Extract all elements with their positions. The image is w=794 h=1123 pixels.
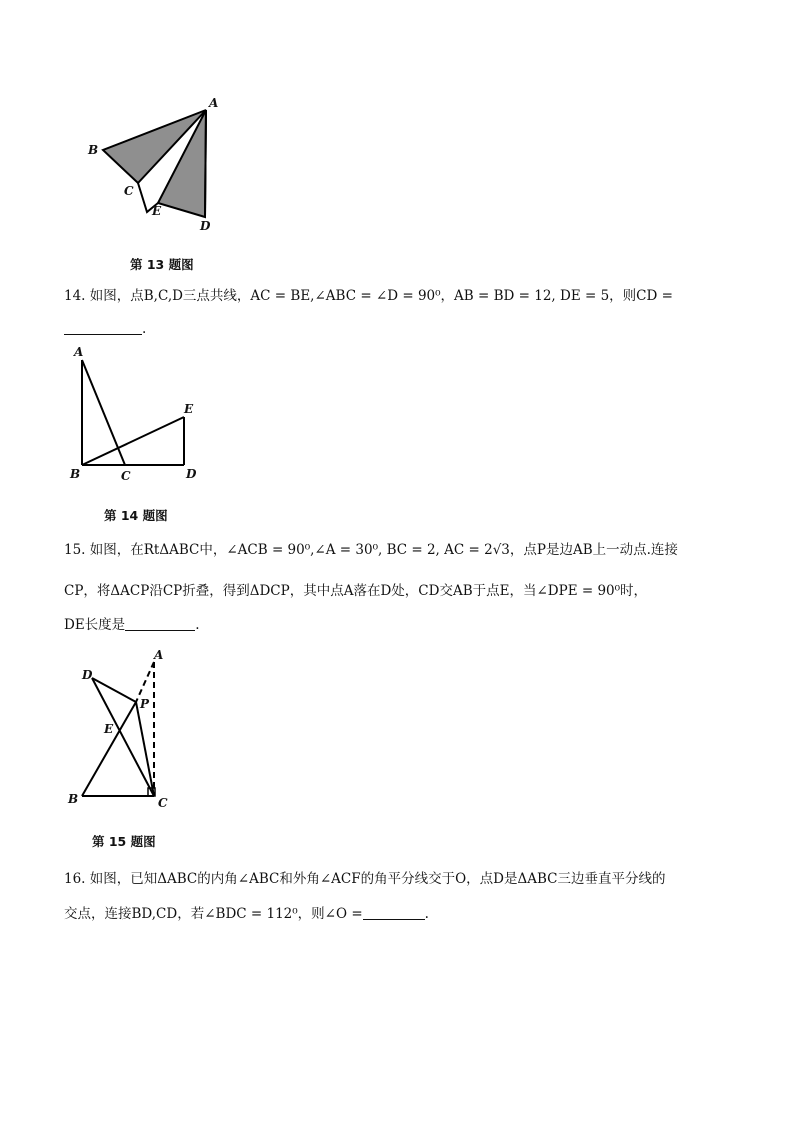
fig15-label-e: E: [104, 722, 114, 736]
fig13-label-d: D: [200, 219, 211, 233]
q15-line3-text: DE长度是: [64, 617, 126, 633]
q16-period: .: [424, 906, 429, 922]
fig15-label-c: C: [158, 796, 168, 810]
q14-text-line1: 14. 如图，点B,C,D三点共线，AC = BE,∠ABC = ∠D = 90⁰，AB = BD = 12, DE = 5，则CD =: [64, 288, 673, 304]
segment-pc: [136, 702, 154, 796]
q15-text-line1: 15. 如图，在RtΔABC中，∠ACB = 90⁰,∠A = 30⁰, BC = 2, AC = 2√3，点P是边AB上一动点.连接: [64, 542, 678, 558]
figure-15-caption: 第 15 题图: [92, 834, 156, 849]
fig14-label-b: B: [70, 467, 81, 481]
fig15-label-a: A: [154, 648, 164, 662]
q16-text-line1: 16. 如图，已知ΔABC的内角∠ABC和外角∠ACF的角平分线交于O，点D是ΔABC三边垂直平分线的: [64, 871, 666, 887]
fig13-label-b: B: [88, 143, 99, 157]
q16-answer-line: [64, 903, 429, 925]
q16-line2-text: 交点，连接BD,CD，若∠BDC = 112⁰，则∠O =: [64, 906, 363, 922]
q16-answer-blank[interactable]: [363, 905, 425, 920]
q14-period: .: [142, 321, 147, 337]
segment-ap-dashed: [136, 662, 154, 702]
fig14-label-e: E: [184, 402, 194, 416]
figure-13-caption: 第 13 题图: [130, 257, 194, 272]
fig13-label-a: A: [209, 96, 219, 110]
fig14-label-d: D: [186, 467, 197, 481]
fig13-label-c: C: [124, 184, 134, 198]
figure-14-caption: 第 14 题图: [104, 508, 168, 523]
q15-text-line2: CP，将ΔACP沿CP折叠，得到ΔDCP，其中点A落在D处，CD交AB于点E，当∠DPE = 90⁰时，: [64, 583, 648, 599]
fig13-label-e: E: [152, 204, 162, 218]
fig15-label-d: D: [82, 668, 93, 682]
fig14-label-a: A: [74, 345, 84, 359]
fig15-label-b: B: [68, 792, 79, 806]
fig15-label-p: P: [140, 697, 150, 711]
q15-period: .: [195, 617, 200, 633]
fig14-label-c: C: [121, 469, 131, 483]
segment-pb: [82, 702, 136, 796]
